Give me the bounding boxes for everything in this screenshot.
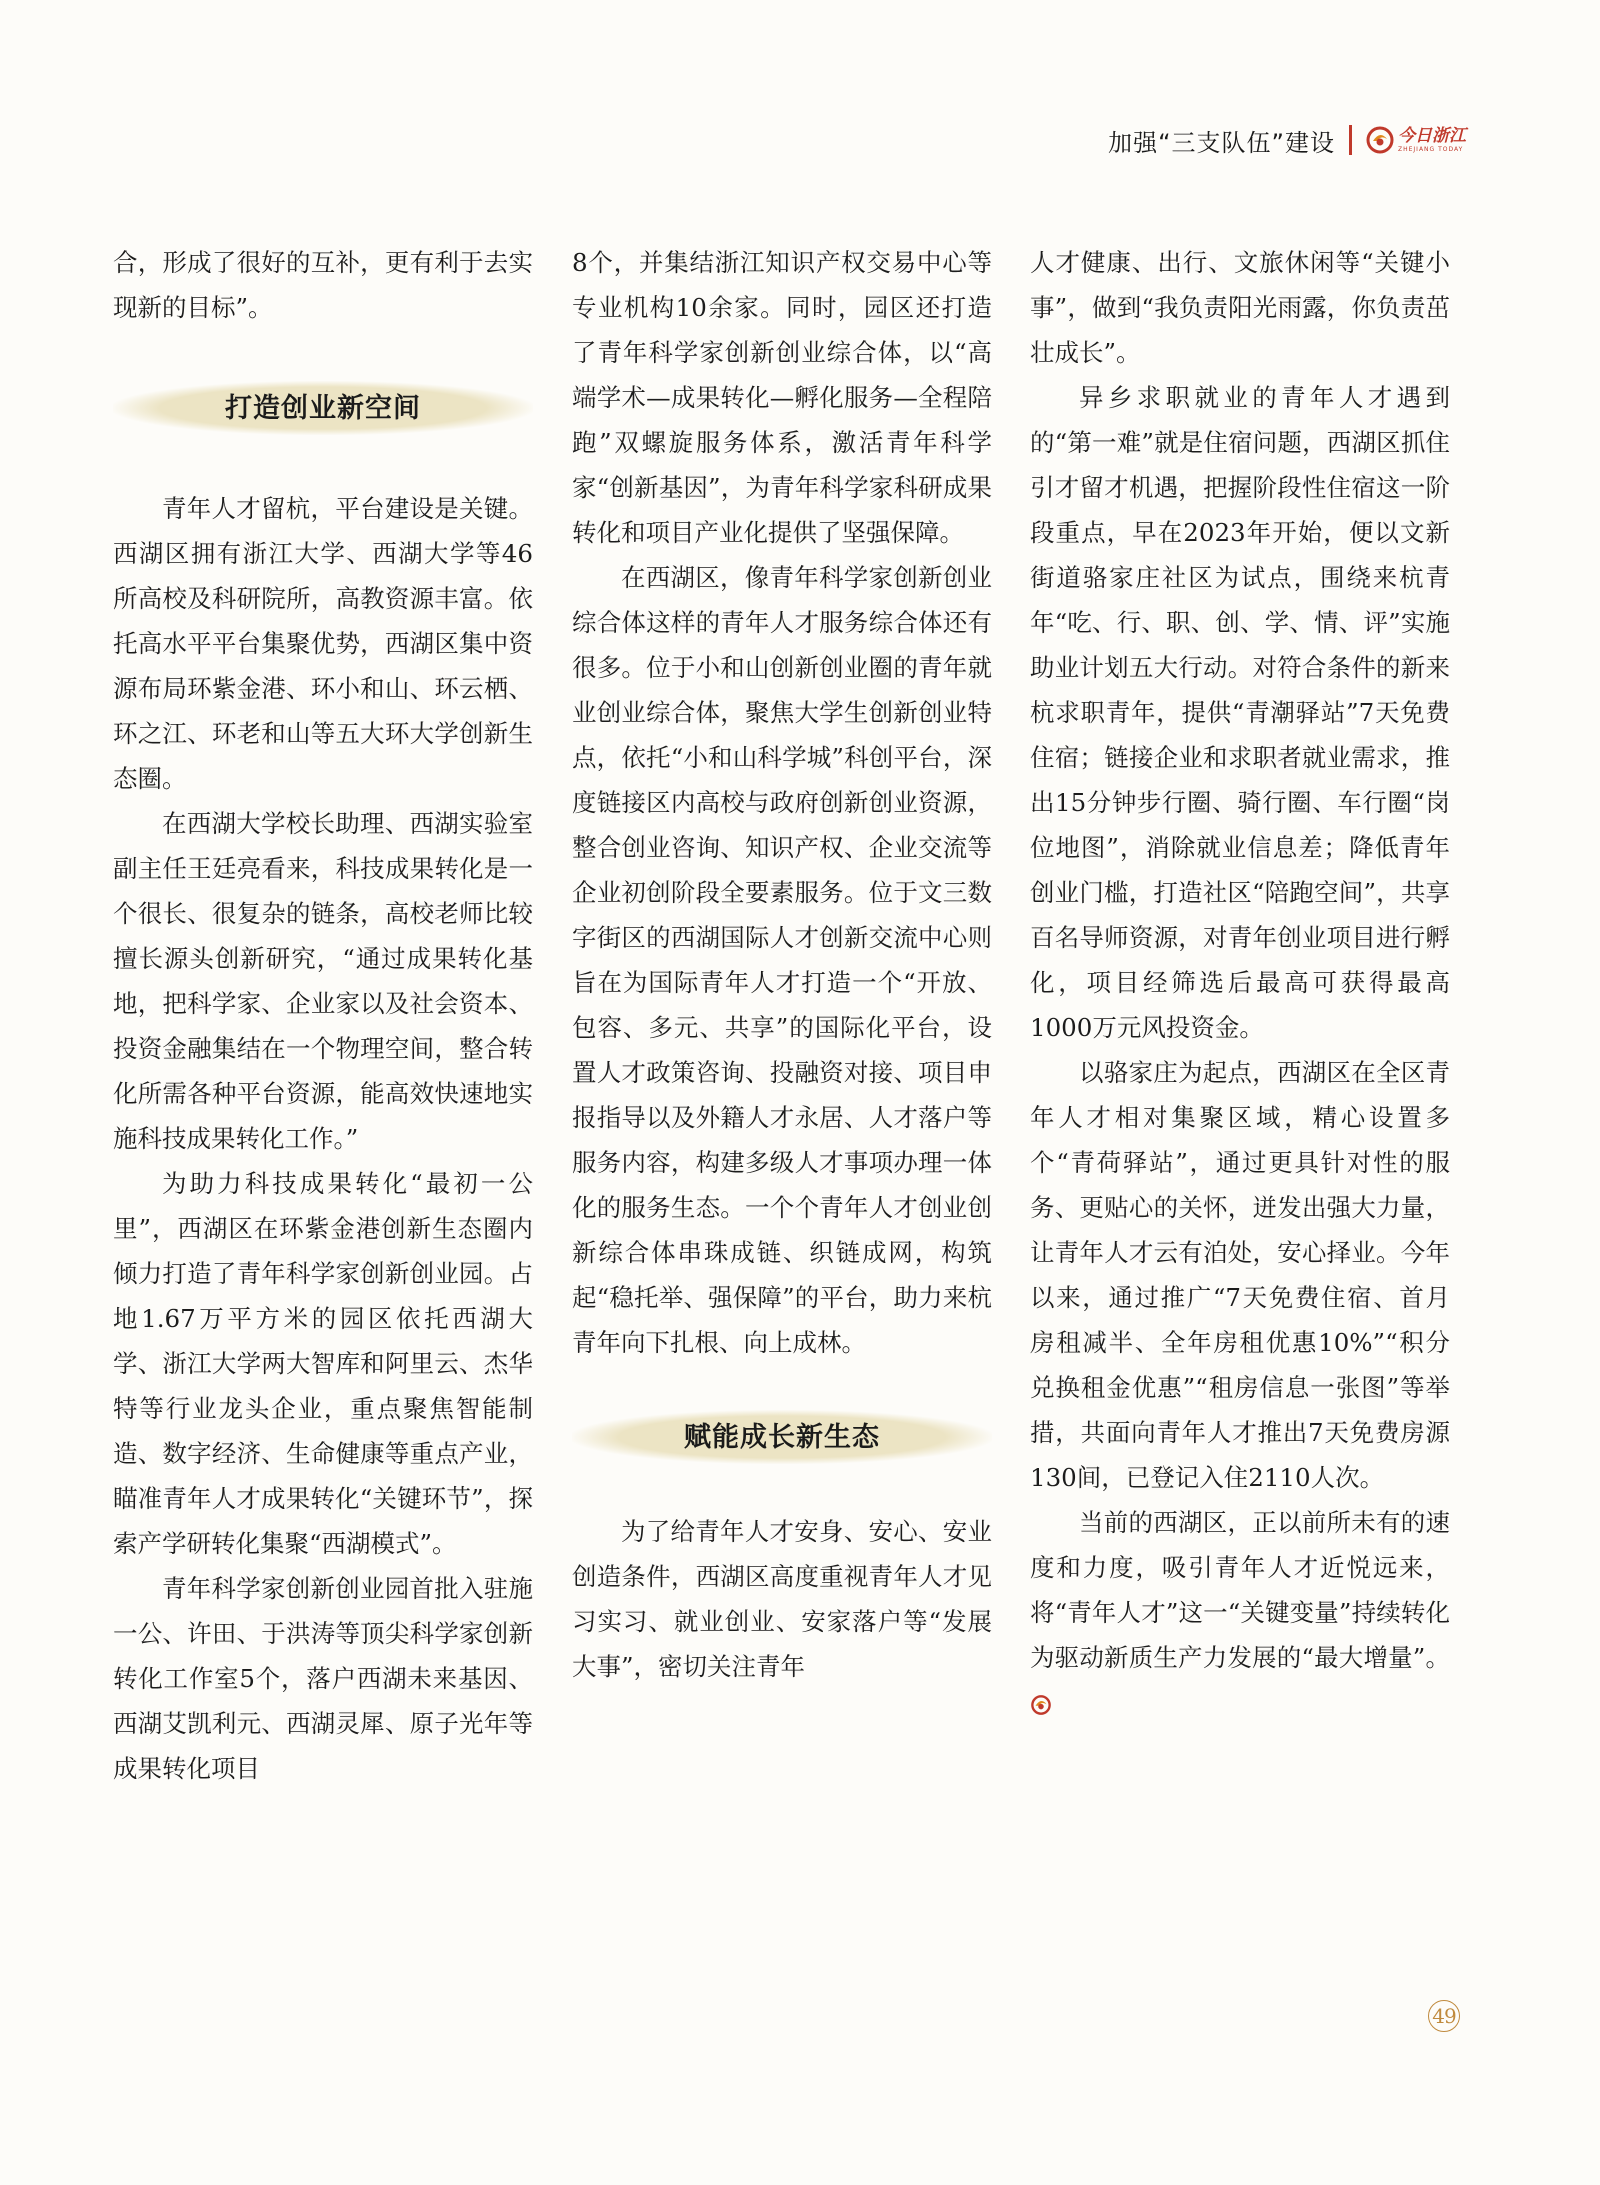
page-number: 49 xyxy=(1428,2000,1460,2032)
paragraph: 在西湖大学校长助理、西湖实验室副主任王廷亮看来，科技成果转化是一个很长、很复杂的链条，高校老师比较擅长源头创新研究，“通过成果转化基地，把科学家、企业家以及社会资本、投资金融集结在一个物理空间，整合转化所需各种平台资源，能高效快速地实施科技成果转化工作。” xyxy=(113,809,533,1153)
text-column-1 xyxy=(113,240,533,1791)
paragraph: 青年科学家创新创业园首批入驻施一公、许田、于洪涛等顶尖科学家创新转化工作室5个，落户西湖未来基因、西湖艾凯利元、西湖灵犀、原子光年等成果转化项目 xyxy=(113,1574,533,1783)
paragraph: 人才健康、出行、文旅休闲等“关键小事”，做到“我负责阳光雨露，你负责茁壮成长”。 xyxy=(1030,248,1450,367)
column-title: 加强“三支队伍”建设 xyxy=(1108,128,1335,157)
logo-chinese-text: 今日浙江 xyxy=(1398,125,1466,146)
logo-english-text: ZHEJIANG TODAY xyxy=(1398,145,1464,153)
paragraph: 异乡求职就业的青年人才遇到的“第一难”就是住宿问题，西湖区抓住引才留才机遇，把握阶段性住宿这一阶段重点，早在2023年开始，便以文新街道骆家庄社区为试点，围绕来杭青年“吃、行、职、创、学、情、评”实施助业计划五大行动。对符合条件的新来杭求职青年，提供“青潮驿站”7天免费住宿；链接企业和求职者就业需求，推出15分钟步行圈、骑行圈、车行圈“岗位地图”，消除就业信息差；降低青年创业门槛，打造社区“陪跑空间”，共享百名导师资源，对青年创业项目进行孵化，项目经筛选后最高可获得最高1000万元风投资金。 xyxy=(1030,383,1450,1042)
paragraph: 8个，并集结浙江知识产权交易中心等专业机构10余家。同时，园区还打造了青年科学家创新创业综合体，以“高端学术—成果转化—孵化服务—全程陪跑”双螺旋服务体系，激活青年科学家“创新基因”，为青年科学家科研成果转化和项目产业化提供了坚强保障。 xyxy=(572,248,992,547)
paragraph: 为助力科技成果转化“最初一公里”，西湖区在环紫金港创新生态圈内倾力打造了青年科学家创新创业园。占地1.67万平方米的园区依托西湖大学、浙江大学两大智库和阿里云、杰华特等行业龙头企业，重点聚焦智能制造、数字经济、生命健康等重点产业，瞄准青年人才成果转化“关键环节”，探索产学研转化集聚“西湖模式”。 xyxy=(113,1169,533,1558)
text-column-3 xyxy=(1030,240,1450,1725)
paragraph: 以骆家庄为起点，西湖区在全区青年人才相对集聚区域，精心设置多个“青荷驿站”，通过更具针对性的服务、更贴心的关怀，迸发出强大力量，让青年人才云有泊处，安心择业。今年以来，通过推广“7天免费住宿、首月房租减半、全年房租优惠10%”“积分兑换租金优惠”“租房信息一张图”等举措，共面向青年人才推出7天免费房源130间，已登记入住2110人次。 xyxy=(1030,1058,1450,1492)
text-column-2 xyxy=(572,240,992,1689)
end-mark-icon xyxy=(1030,1694,1052,1716)
section-heading-startup-space: 打造创业新空间 xyxy=(113,381,533,435)
magazine-logo xyxy=(1366,126,1466,154)
paragraph: 为了给青年人才安身、安心、安业创造条件，西湖区高度重视青年人才见习实习、就业创业、安家落户等“发展大事”，密切关注青年 xyxy=(572,1517,992,1681)
page-header xyxy=(1108,118,1466,162)
paragraph: 青年人才留杭，平台建设是关键。西湖区拥有浙江大学、西湖大学等46所高校及科研院所，高教资源丰富。依托高水平平台集聚优势，西湖区集中资源布局环紫金港、环小和山、环云栖、环之江、环老和山等五大环大学创新生态圈。 xyxy=(113,494,533,793)
paragraph: 在西湖区，像青年科学家创新创业综合体这样的青年人才服务综合体还有很多。位于小和山创新创业圈的青年就业创业综合体，聚焦大学生创新创业特点，依托“小和山科学城”科创平台，深度链接区内高校与政府创新创业资源，整合创业咨询、知识产权、企业交流等企业初创阶段全要素服务。位于文三数字街区的西湖国际人才创新交流中心则旨在为国际青年人才打造一个“开放、包容、多元、共享”的国际化平台，设置人才政策咨询、投融资对接、项目申报指导以及外籍人才永居、人才落户等服务内容，构建多级人才事项办理一体化的服务生态。一个个青年人才创业创新综合体串珠成链、织链成网，构筑起“稳托举、强保障”的平台，助力来杭青年向下扎根、向上成林。 xyxy=(572,563,992,1357)
header-divider xyxy=(1349,125,1352,155)
paragraph: 合，形成了很好的互补，更有利于去实现新的目标”。 xyxy=(113,248,533,322)
section-heading-growth-ecology: 赋能成长新生态 xyxy=(572,1410,992,1464)
paragraph-final xyxy=(1030,1500,1450,1725)
paragraph-final-text: 当前的西湖区，正以前所未有的速度和力度，吸引青年人才近悦远来，将“青年人才”这一“关键变量”持续转化为驱动新质生产力发展的“最大增量”。 xyxy=(1030,1508,1450,1672)
logo-swirl-icon xyxy=(1366,126,1394,154)
